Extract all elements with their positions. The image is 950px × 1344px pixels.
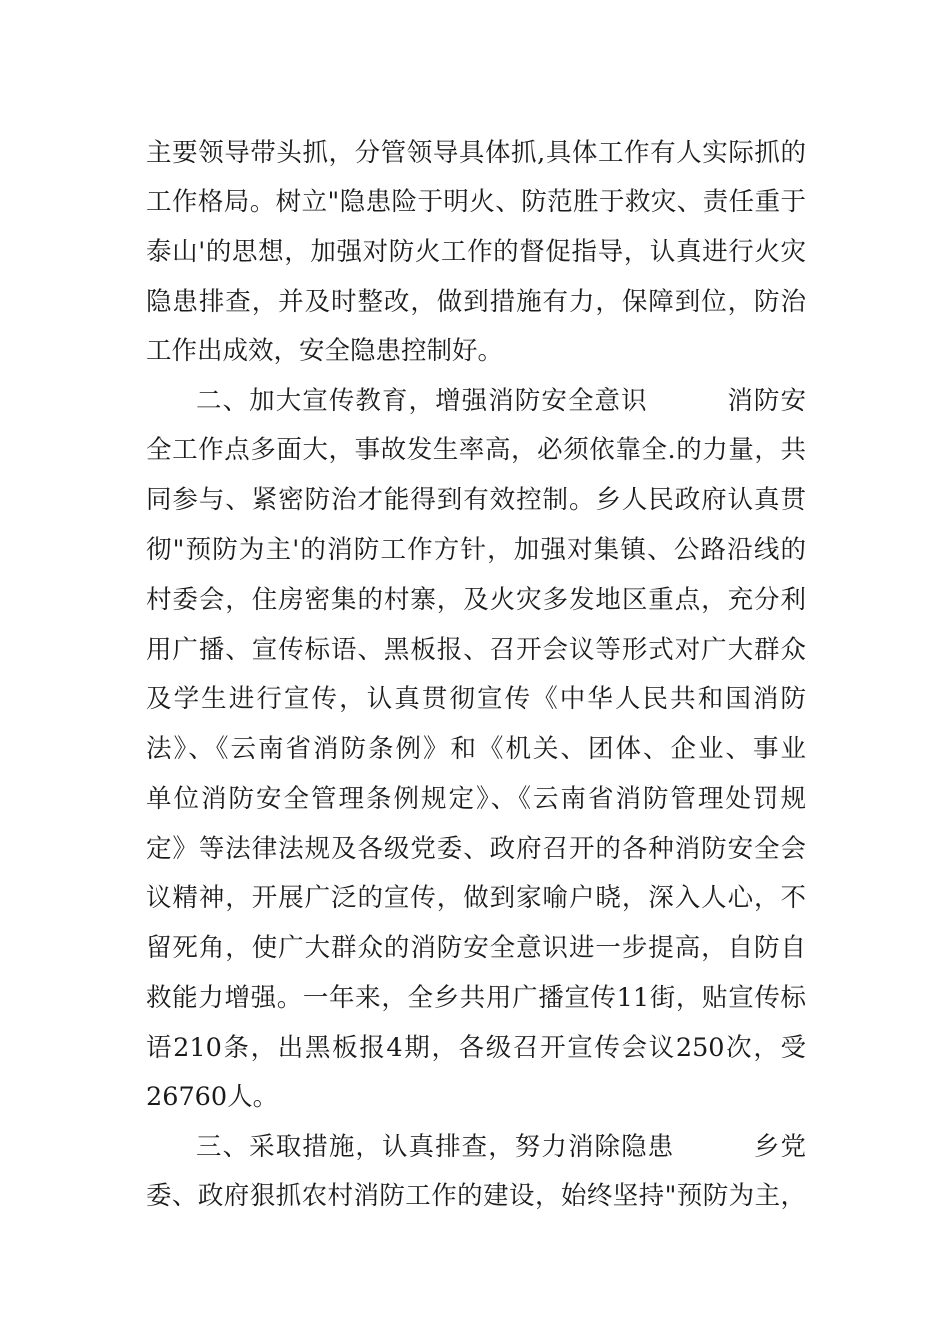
body-text-line: 语210条，出黑板报4期，各级召开宣传会议250次，受 — [146, 1033, 806, 1063]
body-text-line: 同参与、紧密防治才能得到有效控制。乡人民政府认真贯 — [146, 485, 806, 515]
body-text-line: 法》、《云南省消防条例》和《机关、团体、企业、事业 — [146, 734, 806, 764]
body-text-line: 留死角，使广大群众的消防安全意识进一步提高，自防自 — [146, 933, 806, 963]
body-text-line: 26760人。 — [146, 1082, 279, 1112]
body-text-line: 委、政府狠抓农村消防工作的建设，始终坚持"预防为主， — [146, 1181, 806, 1211]
body-text-line: 用广播、宣传标语、黑板报、召开会议等形式对广大群众 — [146, 635, 806, 665]
body-text-line: 议精神，开展广泛的宣传，做到家喻户晓，深入人心，不 — [146, 883, 806, 913]
body-text-line: 工作格局。树立"隐患险于明火、防范胜于救灾、责任重于 — [146, 187, 806, 217]
body-text-line: 隐患排查，并及时整改，做到措施有力，保障到位，防治 — [146, 287, 806, 317]
section-heading-line: 二、加大宣传教育，增强消防安全意识 消防安 — [196, 386, 806, 416]
body-text-line: 定》等法律法规及各级党委、政府召开的各种消防安全会 — [146, 834, 806, 864]
body-text-line: 村委会，住房密集的村寨，及火灾多发地区重点，充分利 — [146, 585, 806, 615]
body-text-line: 泰山'的思想，加强对防火工作的督促指导，认真进行火灾 — [146, 237, 806, 267]
body-text-line: 彻"预防为主'的消防工作方针，加强对集镇、公路沿线的 — [146, 535, 806, 565]
body-text-line: 救能力增强。一年来，全乡共用广播宣传11街，贴宣传标 — [146, 983, 806, 1013]
body-text-line: 及学生进行宣传，认真贯彻宣传《中华人民共和国消防 — [146, 684, 806, 714]
body-text-line: 单位消防安全管理条例规定》、《云南省消防管理处罚规 — [146, 784, 806, 814]
body-text-line: 全工作点多面大，事故发生率高，必须依靠全.的力量，共 — [146, 435, 806, 465]
section-heading-line: 三、采取措施，认真排查，努力消除隐患 乡党 — [196, 1132, 806, 1162]
body-text-line: 主要领导带头抓，分管领导具体抓,具体工作有人实际抓的 — [146, 138, 806, 168]
body-text-line: 工作出成效，安全隐患控制好。 — [146, 336, 504, 366]
